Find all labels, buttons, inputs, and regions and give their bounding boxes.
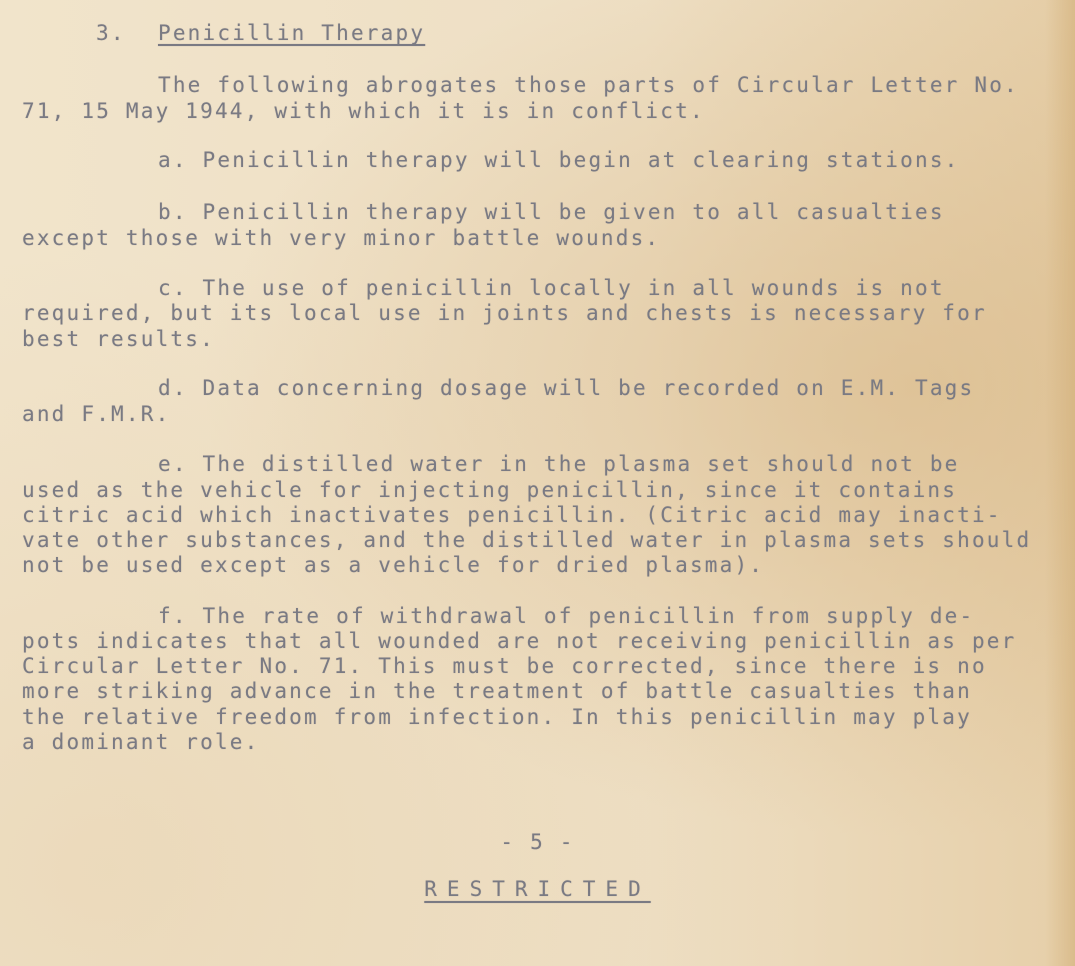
intro-line-2: 71, 15 May 1944, with which it is in conflict. xyxy=(22,99,705,123)
paragraph-f-line-3: Circular Letter No. 71. This must be corrected, since there is no xyxy=(22,654,987,678)
paragraph-f-line-6: a dominant role. xyxy=(22,730,260,754)
paragraph-c-line-1: c. The use of penicillin locally in all wounds is not xyxy=(158,276,945,300)
paragraph-e-line-2: used as the vehicle for injecting penicillin, since it contains xyxy=(22,478,958,502)
section-number: 3. xyxy=(96,21,126,45)
intro-line-1: The following abrogates those parts of Circular Letter No. xyxy=(158,73,1019,97)
paragraph-f-line-2: pots indicates that all wounded are not receiving penicillin as per xyxy=(22,629,1017,653)
page-number: - 5 - xyxy=(500,830,575,854)
paragraph-c-line-3: best results. xyxy=(22,327,215,351)
paragraph-d-line-1: d. Data concerning dosage will be recorded on E.M. Tags xyxy=(158,376,975,400)
paragraph-c-line-2: required, but its local use in joints and chests is necessary for xyxy=(22,301,987,325)
paragraph-b-line-1: b. Penicillin therapy will be given to all casualties xyxy=(158,200,945,224)
paragraph-f-line-1: f. The rate of withdrawal of penicillin from supply de- xyxy=(158,604,975,628)
paragraph-f-line-4: more striking advance in the treatment of battle casualties than xyxy=(22,679,972,703)
classification-marking: RESTRICTED xyxy=(424,877,651,901)
paragraph-e-line-5: not be used except as a vehicle for dried plasma). xyxy=(22,553,765,577)
paragraph-d-line-2: and F.M.R. xyxy=(22,402,171,426)
paragraph-e-line-1: e. The distilled water in the plasma set should not be xyxy=(158,452,960,476)
paragraph-f-line-5: the relative freedom from infection. In this penicillin may play xyxy=(22,705,972,729)
paragraph-b-line-2: except those with very minor battle wounds. xyxy=(22,226,661,250)
paragraph-e-line-3: citric acid which inactivates penicillin. (Citric acid may inacti- xyxy=(22,503,1002,527)
paragraph-e-line-4: vate other substances, and the distilled water in plasma sets should xyxy=(22,528,1032,552)
section-title: Penicillin Therapy xyxy=(158,21,426,45)
paragraph-a: a. Penicillin therapy will begin at clearing stations. xyxy=(158,148,960,172)
page-edge-shading xyxy=(1045,0,1075,966)
